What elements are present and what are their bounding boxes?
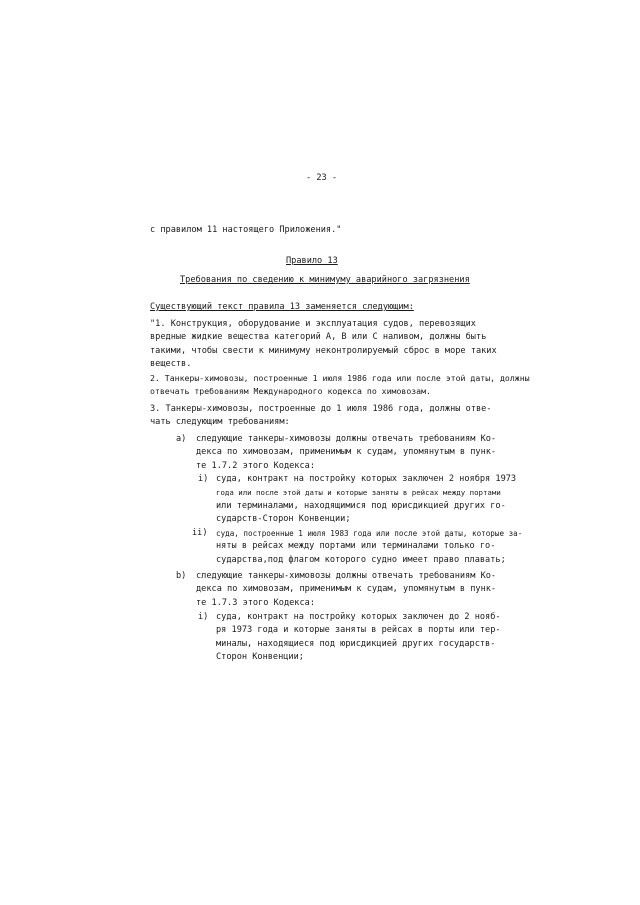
paragraph-line: такими, чтобы свести к минимуму неконтролируемый сброс в море таких <box>150 345 497 356</box>
item-label: ii) <box>192 528 208 538</box>
item-line: суда, контракт на постройку которых заключен до 2 нояб- <box>216 612 501 622</box>
item-line: те 1.7.3 этого Кодекса: <box>196 597 315 608</box>
item-line: те 1.7.2 этого Кодекса: <box>196 460 315 471</box>
item-line: следующие танкеры-химовозы должны отвечать требованиям Ко- <box>196 571 497 581</box>
paragraph-line: 2. Танкеры-химовозы, построенные 1 июля 1986 года или после этой даты, должны <box>150 373 530 383</box>
rule-title: Правило 13 <box>286 256 338 266</box>
paragraph-line: вредные жидкие вещества категорий А, В или С наливом, должны быть <box>150 332 487 343</box>
item-line: суда, построенные 1 июля 1983 года или после этой даты, которые за- <box>216 529 523 538</box>
paragraph-1 <box>150 318 497 372</box>
item-line: или терминалами, находящимися под юрисдикцией других го- <box>216 500 506 511</box>
item-line: ря 1973 года и которые заняты в рейсах в порты или тер- <box>216 625 501 636</box>
rule-subtitle: Требования по сведению к минимуму аварийного загрязнения <box>180 275 470 285</box>
paragraph-line: 3. Танкеры-химовозы, построенные до 1 июля 1986 года, должны отве- <box>150 404 492 414</box>
item-line: няты в рейсах между портами или терминалами только го- <box>216 541 496 552</box>
item-label: i) <box>198 612 209 622</box>
item-line: сударства,под флагом которого судно имеет право плавать; <box>216 554 506 565</box>
item-line: сударств-Сторон Конвенции; <box>216 514 351 525</box>
item-line: суда, контракт на постройку которых заключен 2 ноября 1973 <box>216 474 517 484</box>
replacement-note: Существующий текст правила 13 заменяется следующим: <box>150 302 414 312</box>
paragraph-line: "1. Конструкция, оборудование и эксплуатация судов, перевозящих <box>150 319 476 329</box>
paragraph-2 <box>150 372 530 399</box>
item-label: a) <box>176 434 187 444</box>
item-line: Сторон Конвенции; <box>216 652 304 663</box>
item-line: года или после этой даты и которые заняты в рейсах между портами <box>216 488 501 498</box>
item-label: b) <box>176 571 187 581</box>
paragraph-line: веществ. <box>150 359 192 370</box>
item-line: миналы, находящиеся под юрисдикцией других государств- <box>216 638 496 649</box>
item-line: следующие танкеры-химовозы должны отвечать требованиям Ко- <box>196 434 497 444</box>
paragraph-line: чать следующим требованиям: <box>150 417 290 428</box>
item-label: i) <box>198 474 209 484</box>
item-line: декса по химовозам, применимым к судам, упомянутым в пунк- <box>196 584 497 595</box>
page-number: - 23 - <box>306 173 338 183</box>
item-line: декса по химовозам, применимым к судам, упомянутым в пунк- <box>196 447 497 458</box>
paragraph-3 <box>150 403 491 430</box>
paragraph-line: отвечать требованиям Международного кодекса по химовозам. <box>150 386 431 397</box>
intro-line: с правилом 11 настоящего Приложения." <box>150 225 342 235</box>
